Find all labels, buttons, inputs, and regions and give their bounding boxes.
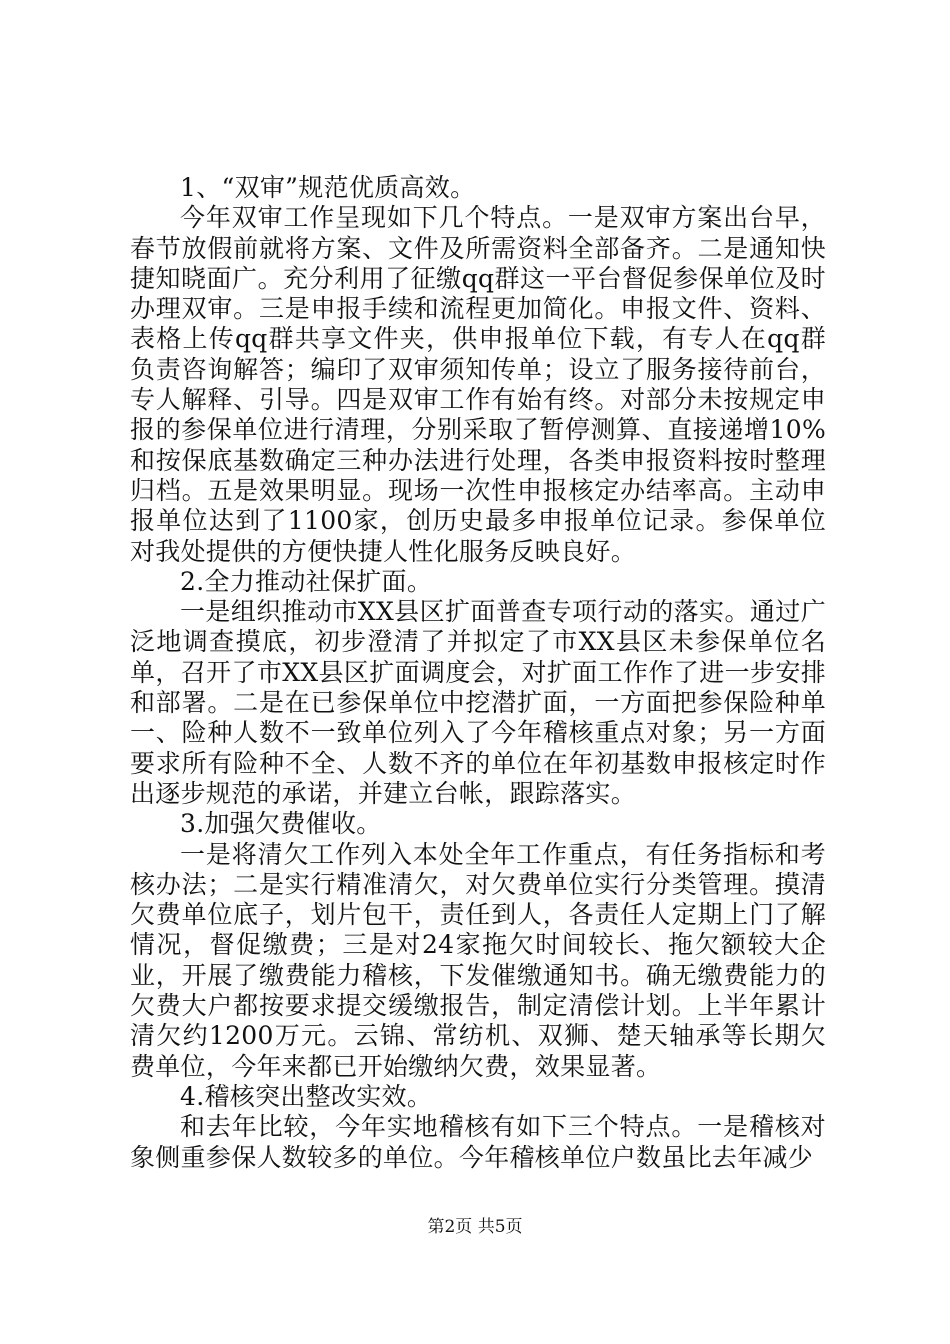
section-heading-3: 3.加强欠费催收。: [180, 809, 382, 839]
section-heading-1: 1、“双审”规范优质高效。: [180, 173, 476, 202]
section-heading-4: 4.稽核突出整改实效。: [180, 1081, 433, 1111]
paragraph-audit-rectification: 和去年比较，今年实地稽核有如下三个特点。一是稽核对象侧重参保人数较多的单位。今年稽核单位户数虽比去年减少: [130, 1112, 826, 1172]
section-heading-2: 2.全力推动社保扩面。: [180, 566, 433, 596]
page-number-footer: 第2页 共5页: [427, 1217, 523, 1237]
paragraph-arrears-collection: 一是将清欠工作列入本处全年工作重点，有任务指标和考核办法；二是实行精准清欠，对欠费单位实行分类管理。摸清欠费单位底子，划片包干，责任到人，各责任人定期上门了解情况，督促缴费；三是对24家拖欠时间较长、拖欠额较大企业，开展了缴费能力稽核，下发催缴通知书。确无缴费能力的欠费大户都按要求提交缓缴报告，制定清偿计划。上半年累计清欠约1200万元。云锦、常纺机、双狮、楚天轴承等长期欠费单位，今年来都已开始缴纳欠费，效果显著。: [130, 839, 826, 1081]
paragraph-double-audit: 今年双审工作呈现如下几个特点。一是双审方案出台早，春节放假前就将方案、文件及所需资料全部备齐。二是通知快捷知晓面广。充分利用了征缴qq群这一平台督促参保单位及时办理双审。三是申报手续和流程更加简化。申报文件、资料、表格上传qq群共享文件夹，供申报单位下载，有专人在qq群负责咨询解答；编印了双审须知传单；设立了服务接待前台，专人解释、引导。四是双审工作有始有终。对部分未按规定申报的参保单位进行清理，分别采取了暂停测算、直接递增10%和按保底基数确定三种办法进行处理，各类申报资料按时整理归档。五是效果明显。现场一次性申报核定办结率高。主动申报单位达到了1100家，创历史最多申报单位记录。参保单位对我处提供的方便快捷人性化服务反映良好。: [130, 203, 826, 566]
document-body: [130, 173, 826, 1173]
paragraph-coverage-expansion: 一是组织推动市XX县区扩面普查专项行动的落实。通过广泛地调查摸底，初步澄清了并拟定了市XX县区未参保单位名单，召开了市XX县区扩面调度会，对扩面工作作了进一步安排和部署。二是在已参保单位中挖潜扩面，一方面把参保险种单一、险种人数不一致单位列入了今年稽核重点对象；另一方面要求所有险种不全、人数不齐的单位在年初基数申报核定时作出逐步规范的承诺，并建立台帐，跟踪落实。: [130, 597, 826, 808]
